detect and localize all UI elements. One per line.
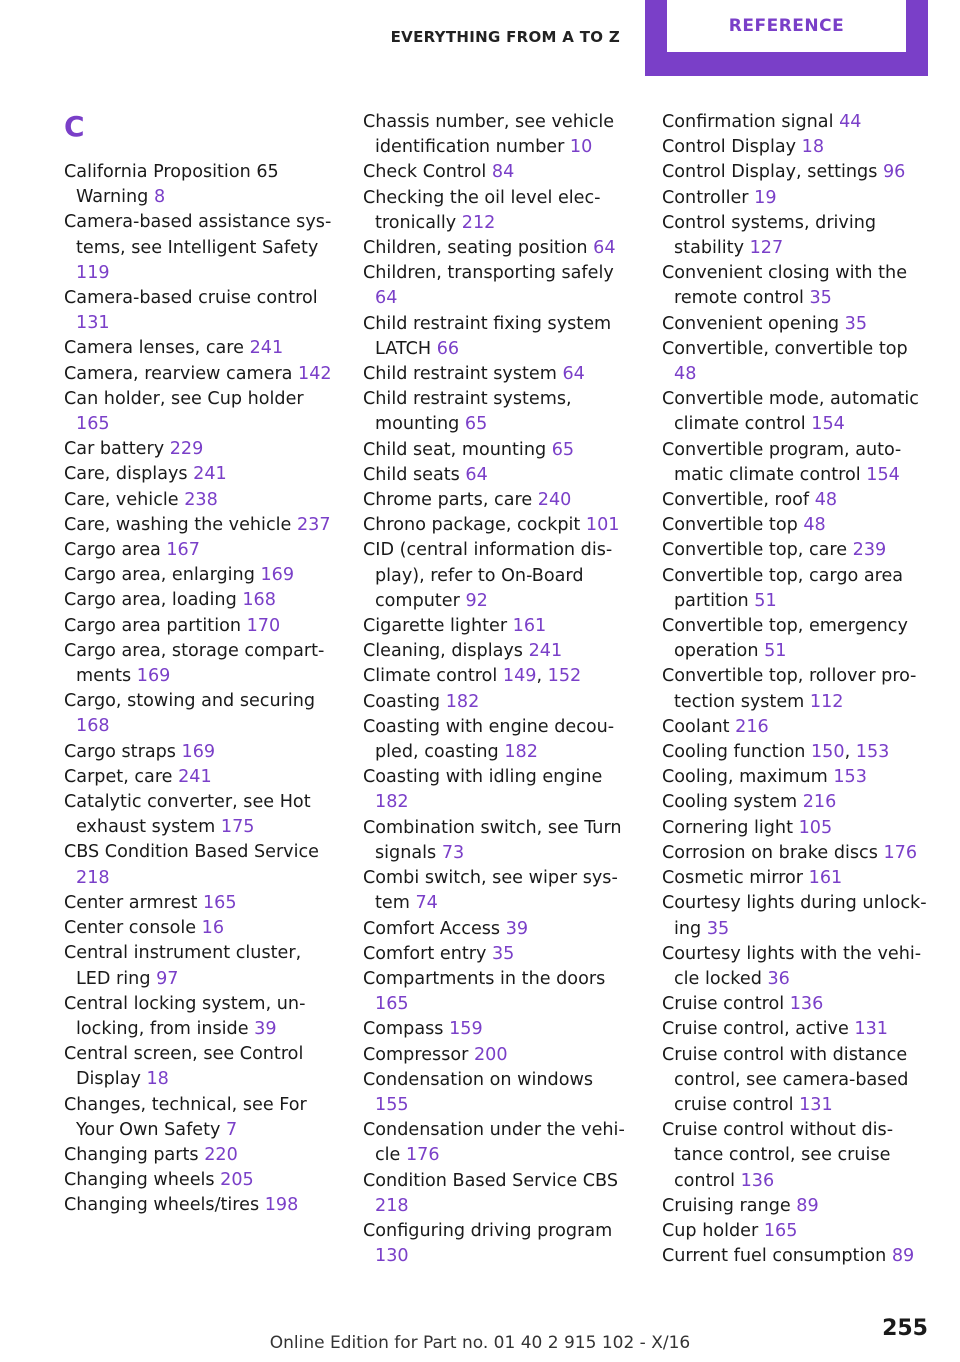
index-entry — [64, 286, 332, 336]
index-entry — [662, 1043, 930, 1119]
index-entry-text: Courtesy lights during unlocking — [662, 893, 927, 939]
index-entry — [64, 210, 332, 286]
page-reference-link[interactable]: 119 — [76, 262, 110, 283]
index-entry — [64, 160, 332, 210]
index-entry-text: Cargo area, storage compartments — [64, 640, 325, 687]
page-reference-link[interactable]: 176 — [883, 842, 918, 863]
index-entry — [64, 362, 332, 387]
page-reference-link[interactable]: 216 — [802, 792, 837, 813]
index-entry-text: Convertible, roof — [662, 490, 810, 511]
page-reference-link[interactable]: 169 — [260, 565, 295, 586]
page-reference-link[interactable]: 218 — [76, 867, 110, 888]
page-reference-link[interactable]: 161 — [512, 616, 547, 637]
page-reference-link[interactable]: 101 — [585, 515, 620, 536]
page-reference-link[interactable]: 159 — [449, 1019, 483, 1040]
index-entry-text: Child restraint system — [363, 364, 557, 385]
index-entry — [363, 261, 631, 311]
page-reference-link[interactable]: 96 — [882, 162, 906, 183]
index-column-1 — [64, 110, 332, 1219]
index-entry-text: Central locking system, unlocking, from inside — [64, 993, 306, 1039]
index-entry-text: Camera lenses, care — [64, 338, 244, 359]
index-entry-text: Cruise control, active — [662, 1019, 849, 1040]
page-reference-link[interactable]: 39 — [254, 1018, 277, 1039]
page-reference-link[interactable]: 130 — [375, 1246, 409, 1267]
index-entry-text: Cruise control without distance control, see cruise control — [662, 1120, 894, 1191]
index-entry — [662, 664, 930, 714]
page-number: 255 — [882, 1316, 928, 1341]
index-entry-text: Car battery — [64, 439, 165, 460]
index-entry — [363, 1043, 631, 1068]
page-reference-link[interactable]: 39 — [505, 918, 529, 939]
index-entry — [363, 614, 631, 639]
index-entry-text: Chassis number, see vehicle identification number — [363, 112, 615, 158]
page-reference-link[interactable]: 155 — [375, 1094, 409, 1115]
page-reference-link[interactable]: 150 — [810, 742, 845, 763]
index-entry-text: Checking the oil level electronically — [363, 187, 601, 233]
index-entry — [662, 866, 930, 891]
page-reference-link[interactable]: 65 — [464, 414, 488, 435]
page-reference-link[interactable]: 8 — [153, 187, 166, 208]
page-reference-link[interactable]: 237 — [296, 514, 331, 535]
index-entry — [662, 135, 930, 160]
index-entry — [662, 816, 930, 841]
index-entry — [64, 513, 332, 538]
index-entry — [662, 1118, 930, 1194]
index-entry — [363, 110, 631, 160]
index-entry-text: Can holder, see Cup holder — [64, 388, 304, 409]
page-reference-link[interactable]: 44 — [839, 112, 862, 132]
index-entry — [64, 614, 332, 639]
index-entry — [662, 160, 930, 185]
index-entry — [64, 387, 332, 437]
page-reference-link[interactable]: 153 — [855, 742, 890, 763]
index-entry — [363, 715, 631, 765]
index-entry — [363, 362, 631, 387]
index-entry — [662, 614, 930, 664]
index-entry-text: Coasting with idling engine — [363, 767, 603, 788]
index-entry-text: Cruising range — [662, 1195, 791, 1216]
index-entry — [662, 513, 930, 538]
page-reference-link[interactable]: 198 — [264, 1195, 299, 1216]
index-entry-text: Cleaning, displays — [363, 641, 523, 662]
page-reference-link[interactable]: 36 — [767, 968, 790, 989]
page-reference-link[interactable]: 200 — [473, 1044, 508, 1065]
index-entry-text: Comfort entry — [363, 943, 487, 964]
index-entry-text: Compartments in the doors — [363, 968, 606, 989]
index-entry-text: Check Control — [363, 162, 487, 183]
page-reference-link[interactable]: 212 — [461, 212, 496, 233]
page-reference-link[interactable]: 167 — [166, 540, 200, 561]
index-entry — [363, 513, 631, 538]
page-reference-link[interactable]: 105 — [798, 817, 833, 838]
index-entry — [363, 690, 631, 715]
index-entry-text: Cooling system — [662, 792, 798, 813]
page-reference-link[interactable]: 18 — [146, 1069, 169, 1090]
index-entry-text: Central instrument cluster, LED ring — [64, 943, 302, 989]
index-entry — [363, 942, 631, 967]
page-reference-link[interactable]: 64 — [562, 364, 585, 385]
page-reference-link[interactable]: 165 — [202, 892, 237, 913]
index-entry — [662, 1017, 930, 1042]
index-entry — [662, 992, 930, 1017]
page-reference-link[interactable]: 154 — [811, 414, 845, 435]
index-entry — [363, 1219, 631, 1269]
index-entry-text: Confirmation signal — [662, 112, 834, 132]
page-reference-link[interactable]: 35 — [706, 918, 730, 939]
index-entry-text: Combination switch, see Turn signals — [363, 817, 622, 863]
page-reference-link[interactable]: 84 — [491, 162, 515, 183]
page-reference-link[interactable]: 48 — [814, 490, 838, 511]
page-reference-link[interactable]: 51 — [754, 590, 777, 611]
index-entry-text: Controller — [662, 187, 749, 208]
index-entry — [363, 866, 631, 916]
index-entry — [64, 563, 332, 588]
index-entry-text: Cargo area partition — [64, 615, 242, 636]
index-entry-text: Cigarette lighter — [363, 616, 508, 637]
index-entry-text: Child restraint fixing system LATCH — [363, 313, 612, 359]
index-entry — [363, 1169, 631, 1219]
index-entry — [64, 689, 332, 739]
page-reference-link[interactable]: 176 — [405, 1145, 440, 1166]
index-entry — [363, 488, 631, 513]
index-entry-text: Convenient opening — [662, 313, 840, 334]
page-reference-link[interactable]: 241 — [528, 641, 563, 662]
index-entry-text: Comfort Access — [363, 918, 501, 939]
reference-tab-label: REFERENCE — [667, 0, 906, 52]
index-entry — [363, 1118, 631, 1168]
index-entry-text: Coasting — [363, 691, 441, 712]
index-entry — [64, 916, 332, 941]
page-reference-link[interactable]: 66 — [436, 338, 460, 359]
page-reference-link[interactable]: 112 — [809, 691, 844, 712]
index-column-3 — [662, 110, 930, 1269]
index-entry-text: Child seats — [363, 464, 460, 485]
page-reference-link[interactable]: 152 — [547, 666, 582, 687]
index-entry-text: Cargo area, loading — [64, 590, 237, 611]
page-reference-link[interactable]: 168 — [76, 716, 110, 737]
index-entry-text: Compass — [363, 1019, 444, 1040]
index-entry — [662, 891, 930, 941]
page-reference-link[interactable]: 170 — [246, 615, 281, 636]
index-entry — [662, 337, 930, 387]
index-entry — [64, 1193, 332, 1218]
index-entry — [363, 438, 631, 463]
index-entry-text: Care, washing the vehicle — [64, 514, 292, 535]
index-entry — [363, 1068, 631, 1118]
page-reference-link[interactable]: 175 — [220, 817, 255, 838]
footer-edition: Online Edition for Part no. 01 40 2 915 102 - X/16 — [269, 1333, 691, 1353]
page-reference-link[interactable]: 161 — [808, 868, 843, 889]
index-entry — [64, 740, 332, 765]
page-reference-link[interactable]: 92 — [465, 590, 488, 611]
page-reference-link[interactable]: 18 — [801, 137, 825, 158]
index-entry — [363, 387, 631, 437]
index-entry — [363, 186, 631, 236]
page-reference-link[interactable]: 149 — [502, 666, 537, 687]
page-reference-link[interactable]: 182 — [445, 691, 480, 712]
index-entry — [363, 160, 631, 185]
index-entry — [64, 1168, 332, 1193]
index-entry-text: Cosmetic mirror — [662, 868, 804, 889]
index-entry — [64, 1042, 332, 1092]
index-entry-text: Camera, rearview camera — [64, 363, 293, 384]
page-reference-link[interactable]: 182 — [504, 742, 538, 763]
page-reference-link[interactable]: 35 — [491, 943, 515, 964]
page-reference-link[interactable]: 48 — [674, 364, 697, 385]
index-entry — [662, 438, 930, 488]
index-entry-text: CBS Condition Based Service — [64, 842, 319, 863]
page-reference-link[interactable]: 127 — [749, 238, 784, 259]
index-entry-text: Care, displays — [64, 464, 188, 485]
index-entry — [662, 765, 930, 790]
index-entry-text: Child restraint systems, mounting — [363, 389, 572, 435]
index-entry — [662, 387, 930, 437]
index-entry-text: California Proposition 65 Warning — [64, 162, 279, 208]
page-reference-link[interactable]: 19 — [754, 187, 777, 208]
index-entry-text: Cooling, maximum — [662, 767, 828, 788]
page-reference-link[interactable]: 229 — [169, 439, 204, 460]
index-entry — [64, 992, 332, 1042]
page-reference-link[interactable]: 131 — [854, 1019, 888, 1040]
index-entry-text: Convertible top — [662, 515, 798, 536]
page-reference-link[interactable]: 131 — [76, 313, 110, 334]
index-entry — [662, 715, 930, 740]
index-entry-text: Cornering light — [662, 817, 793, 838]
index-entry — [662, 538, 930, 563]
page-reference-link[interactable]: 136 — [789, 994, 824, 1015]
index-entry-text: Central screen, see Control Display — [64, 1044, 304, 1090]
index-entry-text: Condensation on windows — [363, 1069, 594, 1090]
index-entry — [662, 186, 930, 211]
index-entry-text: Convertible, convertible top — [662, 338, 908, 359]
index-entry-text: Convenient closing with the remote control — [662, 263, 908, 309]
page-reference-link[interactable]: 169 — [136, 666, 171, 687]
page-reference-link[interactable]: 51 — [764, 641, 787, 662]
page-reference-link[interactable]: 220 — [204, 1144, 238, 1165]
index-entry — [64, 765, 332, 790]
index-entry — [64, 941, 332, 991]
index-entry-text: Center console — [64, 918, 197, 939]
index-entry-text: Convertible top, cargo area partition — [662, 565, 904, 611]
index-entry — [363, 917, 631, 942]
index-entry — [662, 841, 930, 866]
page-reference-link[interactable]: 165 — [76, 414, 110, 435]
index-entry-text: Care, vehicle — [64, 489, 179, 510]
index-entry — [662, 942, 930, 992]
page-reference-link[interactable]: 89 — [891, 1246, 915, 1267]
reference-tab — [645, 0, 928, 76]
index-entry-text: Control Display — [662, 137, 797, 158]
index-entry — [363, 538, 631, 614]
index-entry — [363, 463, 631, 488]
index-column-2 — [363, 110, 631, 1269]
index-entry-text: Control Display, settings — [662, 162, 878, 183]
page-reference-link[interactable]: 35 — [809, 288, 832, 309]
index-entry-text: Cruise control with distance control, see camera-based cruise control — [662, 1044, 909, 1115]
page-reference-link[interactable]: 64 — [465, 464, 488, 485]
page-reference-link[interactable]: 35 — [844, 313, 868, 334]
index-entry — [662, 261, 930, 311]
index-entry-text: Changes, technical, see For Your Own Safety — [64, 1094, 307, 1140]
index-entry — [64, 336, 332, 361]
index-entry-text: Convertible top, emergency operation — [662, 616, 908, 662]
index-entry — [662, 790, 930, 815]
page-reference-link[interactable]: 153 — [833, 767, 867, 788]
page-reference-link[interactable]: 64 — [375, 288, 398, 309]
index-entry — [662, 488, 930, 513]
page-reference-link[interactable]: 10 — [569, 137, 593, 158]
index-entry-text: Chrono package, cockpit — [363, 515, 581, 536]
index-entry — [363, 967, 631, 1017]
index-entry — [363, 816, 631, 866]
index-entry — [662, 1244, 930, 1269]
index-entry-text: Climate control — [363, 666, 498, 687]
index-entry-text: Convertible top, rollover protection system — [662, 666, 917, 712]
index-entry — [64, 437, 332, 462]
index-entry — [662, 110, 930, 135]
index-entry-text: Control systems, driving stability — [662, 212, 877, 259]
index-entry-text: Combi switch, see wiper system — [363, 868, 618, 914]
index-entry-text: Cooling function — [662, 742, 806, 763]
page-reference-link[interactable]: 65 — [551, 439, 575, 460]
page-reference-link[interactable]: 241 — [193, 464, 227, 485]
index-entry-text: Condition Based Service CBS — [363, 1170, 618, 1191]
index-entry — [64, 891, 332, 916]
page-reference-link[interactable]: 165 — [763, 1220, 798, 1241]
index-letter: C — [64, 110, 85, 143]
index-entry-text: Courtesy lights with the vehicle locked — [662, 943, 922, 989]
index-entry-text: Changing wheels — [64, 1170, 215, 1191]
page-reference-link[interactable]: 218 — [375, 1195, 409, 1216]
page-reference-link[interactable]: 89 — [796, 1195, 819, 1216]
index-entry-text: Coolant — [662, 716, 730, 737]
index-entry — [363, 1017, 631, 1042]
page-reference-link[interactable]: 7 — [226, 1119, 238, 1140]
index-entry — [662, 564, 930, 614]
index-entry-text: Convertible mode, automatic climate control — [662, 389, 919, 435]
page-reference-link[interactable]: 97 — [156, 968, 179, 989]
page-reference-link[interactable]: 216 — [735, 716, 769, 737]
page-reference-link[interactable]: 16 — [201, 918, 225, 939]
index-entry — [64, 488, 332, 513]
index-entry: Climate control 149, 152 — [363, 666, 582, 687]
index-entry — [64, 462, 332, 487]
index-entry — [64, 790, 332, 840]
index-entry-text: Center armrest — [64, 892, 198, 913]
page-reference-link[interactable]: 136 — [740, 1170, 775, 1191]
index-entry — [363, 236, 631, 261]
index-entry — [64, 639, 332, 689]
index-entry-text: Camera-based assistance systems, see Intelligent Safety — [64, 212, 332, 258]
page-reference-link[interactable]: 238 — [184, 489, 218, 510]
index-entry — [662, 1219, 930, 1244]
index-entry-text: Carpet, care — [64, 766, 173, 787]
page-reference-link[interactable]: 64 — [593, 238, 616, 259]
index-entry — [64, 538, 332, 563]
index-entry-text: Cargo area — [64, 540, 161, 561]
page-reference-link[interactable]: 154 — [866, 464, 900, 485]
page-reference-link[interactable]: 241 — [178, 766, 212, 787]
index-entry-text: Camera-based cruise control — [64, 288, 318, 309]
index-entry-text: Cargo, stowing and securing — [64, 691, 316, 712]
index-entry-text: Current fuel consumption — [662, 1246, 887, 1267]
page-reference-link[interactable]: 165 — [375, 994, 409, 1015]
page-reference-link[interactable]: 74 — [415, 893, 438, 914]
page-reference-link[interactable]: 48 — [803, 515, 826, 536]
index-entry — [662, 211, 930, 261]
index-entry-text: Cup holder — [662, 1220, 759, 1241]
page-reference-link[interactable]: 240 — [537, 490, 572, 511]
index-entry-text: Configuring driving program — [363, 1220, 613, 1241]
index-entry-text: Convertible program, automatic climate control — [662, 439, 902, 485]
index-entry-text: Changing parts — [64, 1144, 199, 1165]
index-entry-text: Compressor — [363, 1044, 469, 1065]
index-entry-text: CID (central information display), refer to On-Board computer — [363, 540, 613, 611]
index-entry — [64, 588, 332, 613]
index-entry — [64, 840, 332, 890]
page-reference-link[interactable]: 168 — [242, 590, 276, 611]
index-entry-text: Cargo area, enlarging — [64, 565, 255, 586]
index-entry — [64, 1143, 332, 1168]
index-entry-text: Coasting with engine decoupled, coasting — [363, 716, 615, 763]
page-reference-link[interactable]: 73 — [441, 842, 465, 863]
index-entry-text: Child seat, mounting — [363, 439, 547, 460]
index-entry-text: Children, transporting safely — [363, 263, 614, 284]
index-entry-text: Chrome parts, care — [363, 490, 533, 511]
index-entry-text: Children, seating position — [363, 238, 588, 259]
page-reference-link[interactable]: 131 — [799, 1094, 833, 1115]
page-reference-link[interactable]: 142 — [298, 363, 332, 384]
page-reference-link[interactable]: 205 — [220, 1170, 254, 1191]
index-entry-text: Corrosion on brake discs — [662, 842, 878, 863]
index-entry: Cooling function 150, 153 — [662, 742, 890, 763]
index-entry — [662, 312, 930, 337]
index-entry-text: Cruise control — [662, 994, 785, 1015]
index-entry — [363, 639, 631, 664]
page-reference-link[interactable]: 241 — [249, 338, 284, 359]
page-reference-link[interactable]: 182 — [375, 792, 409, 813]
page-reference-link[interactable]: 169 — [181, 741, 216, 762]
index-entry-text: Changing wheels/tires — [64, 1195, 260, 1216]
index-entry-text: Cargo straps — [64, 741, 176, 762]
index-entry — [662, 1194, 930, 1219]
page-reference-link[interactable]: 239 — [852, 540, 887, 561]
index-entry-text: Convertible top, care — [662, 540, 848, 561]
index-entry-text: Catalytic converter, see Hot exhaust system — [64, 792, 311, 838]
index-entry — [64, 1093, 332, 1143]
section-title: EVERYTHING FROM A TO Z — [390, 28, 620, 46]
index-entry — [363, 312, 631, 362]
index-entry-text: Condensation under the vehicle — [363, 1120, 625, 1166]
index-entry — [363, 765, 631, 815]
